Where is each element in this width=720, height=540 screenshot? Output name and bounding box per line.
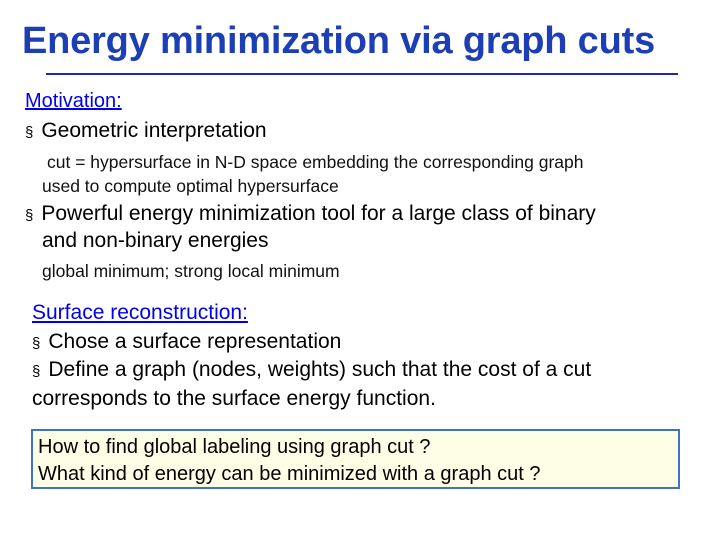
bullet-energy-minimization-tool-cont: and non-binary energies: [42, 229, 269, 252]
surface-reconstruction-heading[interactable]: Surface reconstruction:: [32, 301, 248, 324]
bullet-text: Geometric interpretation: [41, 119, 267, 142]
bullet-marker: §: [32, 335, 41, 352]
bullet-surface-representation: [32, 328, 341, 357]
geometric-detail-line-2: used to compute optimal hypersurface: [42, 176, 339, 196]
callout-question-1: How to find global labeling using graph cut ?: [38, 436, 431, 458]
motivation-heading[interactable]: Motivation:: [25, 90, 122, 112]
bullet-energy-minimization-tool: [25, 200, 596, 229]
bullet-text: Chose a surface representation: [48, 330, 342, 353]
slide-title: Energy minimization via graph cuts: [22, 20, 656, 62]
energy-detail: global minimum; strong local minimum: [42, 261, 340, 281]
title-underline: [46, 73, 678, 75]
bullet-marker: §: [25, 207, 34, 224]
bullet-marker: §: [25, 124, 34, 141]
geometric-detail-line-1: cut = hypersurface in N-D space embedding the corresponding graph: [47, 152, 584, 172]
bullet-geometric-interpretation: [25, 117, 267, 146]
question-callout-box: [31, 429, 680, 489]
callout-question-2: What kind of energy can be minimized with a graph cut ?: [38, 463, 541, 485]
bullet-define-graph: [32, 356, 591, 385]
bullet-text: Define a graph (nodes, weights) such that the cost of a cut: [48, 358, 592, 381]
bullet-text: Powerful energy minimization tool for a large class of binary: [41, 202, 596, 225]
bullet-marker: §: [32, 363, 41, 380]
bullet-define-graph-cont: corresponds to the surface energy function.: [32, 387, 436, 410]
